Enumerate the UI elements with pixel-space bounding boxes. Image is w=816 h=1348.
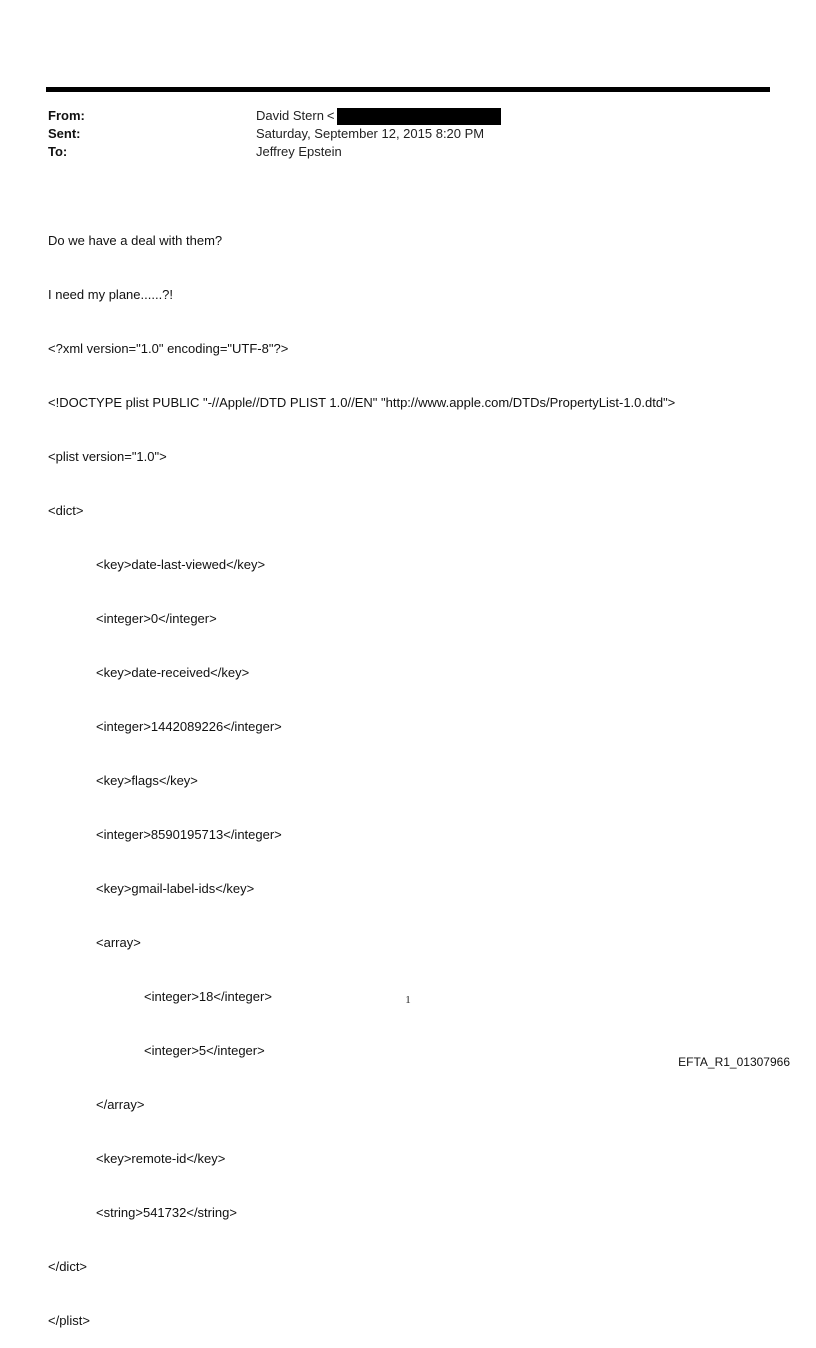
body-line: <integer>0</integer> xyxy=(96,611,217,626)
page-number: 1 xyxy=(405,994,411,1006)
header-rule xyxy=(46,87,770,92)
body-line: <key>date-last-viewed</key> xyxy=(96,557,266,572)
body-line: <array> xyxy=(96,935,141,950)
body-line: <key>flags</key> xyxy=(96,773,198,788)
body-line: <dict> xyxy=(48,503,84,518)
body-line: <key>gmail-label-ids</key> xyxy=(96,881,255,896)
to-label: To: xyxy=(48,144,68,159)
body-line: Do we have a deal with them? xyxy=(48,233,223,248)
to-row xyxy=(48,143,768,161)
body-line: <plist version="1.0"> xyxy=(48,449,167,464)
sent-row xyxy=(48,125,768,143)
body-line: I need my plane......?! xyxy=(48,287,174,302)
body-line: <integer>1442089226</integer> xyxy=(96,719,282,734)
body-line: <key>date-received</key> xyxy=(96,665,250,680)
body-line: </dict> xyxy=(48,1259,88,1274)
from-angle-bracket: < xyxy=(326,108,335,123)
body-line: <integer>5</integer> xyxy=(144,1043,265,1058)
sent-value: Saturday, September 12, 2015 8:20 PM xyxy=(256,126,485,141)
body-line: </array> xyxy=(96,1097,145,1112)
from-name: David Stern xyxy=(256,108,324,123)
bates-number: EFTA_R1_01307966 xyxy=(678,1055,790,1069)
from-row xyxy=(48,107,768,125)
body-line: <integer>8590195713</integer> xyxy=(96,827,282,842)
body-line: <key>remote-id</key> xyxy=(96,1151,226,1166)
body-line: <!DOCTYPE plist PUBLIC "-//Apple//DTD PLIST 1.0//EN" "http://www.apple.com/DTDs/PropertyList-1.0.dtd"> xyxy=(48,395,676,410)
sent-label: Sent: xyxy=(48,126,81,141)
body-line: </plist> xyxy=(48,1313,90,1328)
body-line: <string>541732</string> xyxy=(96,1205,237,1220)
to-value: Jeffrey Epstein xyxy=(256,144,342,159)
email-body xyxy=(48,196,788,1348)
redaction-block xyxy=(337,108,501,125)
email-header xyxy=(48,107,768,161)
body-line: <integer>18</integer> xyxy=(144,989,272,1004)
from-value xyxy=(256,107,501,125)
from-label: From: xyxy=(48,108,85,123)
body-line: <?xml version="1.0" encoding="UTF-8"?> xyxy=(48,341,289,356)
